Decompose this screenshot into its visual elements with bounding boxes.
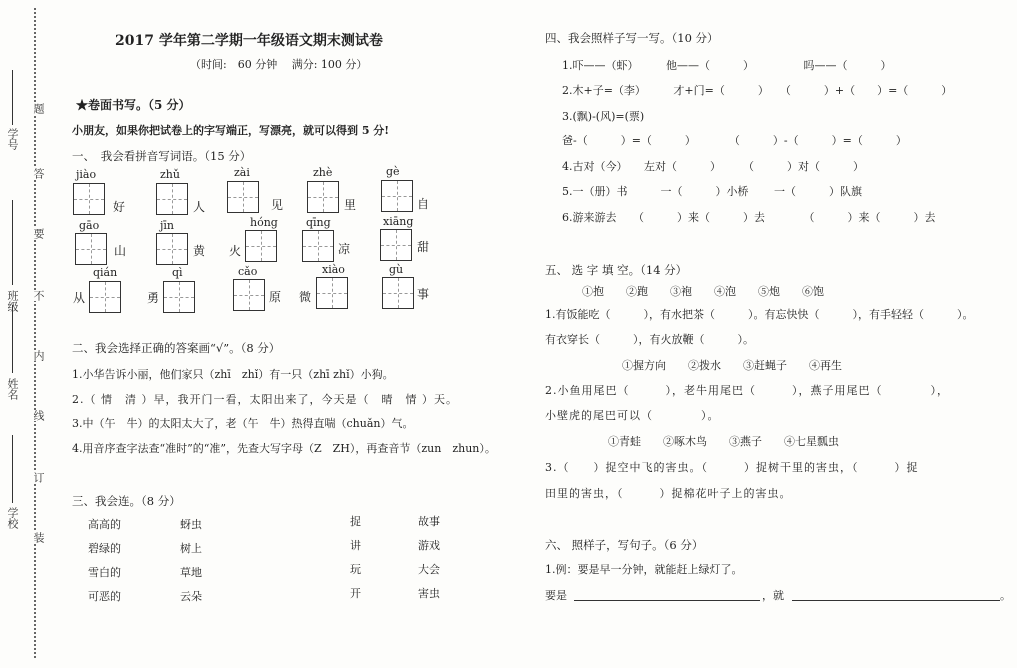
match-left-a[interactable]: 碧绿的 — [88, 542, 121, 555]
section6-example: 1.例：要是早一分钟，就能赶上绿灯了。 — [545, 563, 743, 576]
section4-item-5[interactable]: 5.一（册）书 一（ ）小桥 一（ ）队旗 — [562, 185, 862, 198]
section2-heading: 二、我会选择正确的答案画“√”。（8 分） — [72, 341, 281, 355]
binding-word: 内 — [32, 350, 45, 361]
binding-word: 装 — [32, 532, 45, 543]
binding-word: 答 — [32, 168, 45, 179]
section2-item-4[interactable]: 4.用音序查字法查“准时”的“准”，先查大写字母（Z ZH），再查音节（zun zhun）。 — [72, 442, 496, 455]
match-left-b[interactable]: 草地 — [180, 566, 202, 579]
match-left-a[interactable]: 雪白的 — [88, 566, 121, 579]
tianzige-box[interactable] — [302, 230, 334, 262]
tianzige-box[interactable] — [307, 181, 339, 213]
section4-item-3b[interactable]: 爸-（ ）=（ ） （ ）-（ ）=（ ） — [562, 134, 907, 147]
section3-heading: 三、我会连。（8 分） — [72, 494, 181, 508]
binding-blank-class[interactable] — [12, 200, 13, 285]
binding-word: 要 — [32, 228, 45, 239]
pinyin: gù — [389, 263, 404, 276]
binding-word: 题 — [32, 103, 45, 114]
match-left-b[interactable]: 蚜虫 — [180, 518, 202, 531]
tianzige-box[interactable] — [89, 281, 121, 313]
binding-word: 线 — [32, 410, 45, 421]
given-char: 里 — [344, 198, 357, 212]
given-char: 火 — [229, 244, 242, 258]
given-char: 黄 — [193, 244, 206, 258]
section5-line-5[interactable]: 3.（ ）捉空中飞的害虫。（ ）捉树干里的害虫，（ ）捉 — [545, 461, 919, 474]
section5-line-6[interactable]: 田里的害虫，（ ）捉棉花叶子上的害虫。 — [545, 487, 792, 500]
pinyin: gāo — [79, 219, 100, 232]
exam-subtitle: （时间: 60 分钟 满分: 100 分） — [190, 58, 368, 71]
match-left-b[interactable]: 树上 — [180, 542, 202, 555]
section4-heading: 四、我会照样子写一写。（10 分） — [545, 31, 719, 45]
pinyin: zhè — [313, 166, 333, 179]
handwriting-note: 小朋友，如果你把试卷上的字写端正，写漂亮，就可以得到 5 分! — [72, 124, 390, 137]
pinyin: jīn — [160, 219, 175, 232]
section1-heading: 一、 我会看拼音写词语。（15 分） — [72, 149, 252, 163]
binding-field-class: 班级 — [6, 290, 19, 312]
pinyin: zài — [234, 166, 250, 179]
pinyin: zhǔ — [160, 168, 180, 181]
tianzige-box[interactable] — [245, 230, 277, 262]
section6-heading: 六、 照样子，写句子。（6 分） — [545, 538, 704, 552]
match-right-b[interactable]: 害虫 — [418, 587, 440, 600]
match-right-b[interactable]: 大会 — [418, 563, 440, 576]
tianzige-box[interactable] — [382, 277, 414, 309]
binding-field-student-id: 学号 — [6, 128, 19, 150]
binding-blank-school[interactable] — [12, 435, 13, 503]
section5-options-1: ①抱 ②跑 ③袍 ④泡 ⑤炮 ⑥饱 — [582, 285, 824, 298]
binding-blank-name[interactable] — [12, 305, 13, 373]
tianzige-box[interactable] — [227, 181, 259, 213]
match-right-b[interactable]: 故事 — [418, 515, 440, 528]
section6-fill-mid: ，就 — [762, 589, 784, 602]
answer-line-2[interactable] — [792, 600, 1000, 601]
given-char: 好 — [113, 200, 126, 214]
given-char: 见 — [271, 198, 284, 212]
tianzige-box[interactable] — [381, 180, 413, 212]
pinyin: cǎo — [238, 265, 258, 278]
handwriting-heading: ★卷面书写。（5 分） — [76, 98, 191, 112]
section2-item-1[interactable]: 1.小华告诉小丽，他们家只（zhī zhǐ）有一只（zhī zhǐ）小狗。 — [72, 368, 394, 381]
section6-fill-prefix: 要是 — [545, 589, 567, 602]
given-char: 山 — [114, 244, 127, 258]
section5-options-2: ①握方向 ②拨水 ③赶蝇子 ④再生 — [622, 359, 842, 372]
pinyin: qì — [172, 266, 183, 279]
binding-word: 不 — [32, 290, 45, 301]
tianzige-box[interactable] — [380, 229, 412, 261]
match-right-b[interactable]: 游戏 — [418, 539, 440, 552]
section5-options-3: ①青蛙 ②啄木鸟 ③燕子 ④七星瓢虫 — [608, 435, 839, 448]
section4-item-2[interactable]: 2.木+子=（李） 才+门=（ ） （ ）+（ ）=（ ） — [562, 84, 953, 97]
tianzige-box[interactable] — [316, 277, 348, 309]
given-char: 人 — [193, 200, 206, 214]
pinyin: hóng — [250, 216, 278, 229]
pinyin: xiào — [322, 263, 345, 276]
tianzige-box[interactable] — [156, 183, 188, 215]
given-char: 自 — [417, 197, 430, 211]
answer-line-1[interactable] — [574, 600, 760, 601]
binding-blank-student-id[interactable] — [12, 70, 13, 125]
section5-heading: 五、 选 字 填 空。（14 分） — [545, 263, 688, 277]
section2-item-2[interactable]: 2.（ 情 清 ）早，我开门一看，太阳出来了，今天是（ 晴 情 ）天。 — [72, 393, 458, 406]
section5-line-2[interactable]: 有衣穿长（ ），有火放鞭（ ）。 — [545, 333, 754, 346]
tianzige-box[interactable] — [156, 233, 188, 265]
section5-line-1[interactable]: 1.有饭能吃（ ），有水把茶（ ）。有忘快快（ ），有手轻轻（ ）。 — [545, 308, 974, 321]
given-char: 事 — [417, 287, 430, 301]
match-left-a[interactable]: 可恶的 — [88, 590, 121, 603]
pinyin: qīng — [306, 216, 331, 229]
given-char: 微 — [299, 290, 312, 304]
match-right-a[interactable]: 开 — [350, 587, 361, 600]
match-right-a[interactable]: 玩 — [350, 563, 361, 576]
section4-item-6[interactable]: 6.游来游去 （ ）来（ ）去 （ ）来（ ）去 — [562, 211, 936, 224]
tianzige-box[interactable] — [73, 183, 105, 215]
section4-item-3: 3.(飘)-(风)=(票) — [562, 110, 645, 123]
given-char: 凉 — [338, 242, 351, 256]
binding-field-name: 姓名 — [6, 378, 19, 400]
given-char: 勇 — [147, 291, 160, 305]
section2-item-3[interactable]: 3.中（午 牛）的太阳太大了，老（午 牛）热得直喘（chuǎn）气。 — [72, 417, 414, 430]
pinyin: jiào — [76, 168, 97, 181]
given-char: 甜 — [417, 240, 430, 254]
binding-field-school: 学校 — [6, 507, 19, 529]
match-right-a[interactable]: 捉 — [350, 515, 361, 528]
match-right-a[interactable]: 讲 — [350, 539, 361, 552]
section5-line-4[interactable]: 小壁虎的尾巴可以（ ）。 — [545, 409, 720, 422]
tianzige-box[interactable] — [233, 279, 265, 311]
section4-item-1[interactable]: 1.吓——（虾） 他——（ ） 吗——（ ） — [562, 59, 892, 72]
tianzige-box[interactable] — [75, 233, 107, 265]
pinyin: gè — [386, 165, 400, 178]
pinyin: xiāng — [383, 215, 414, 228]
given-char: 原 — [269, 290, 282, 304]
pinyin: qián — [93, 266, 118, 279]
exam-title: 2017 学年第二学期一年级语文期末测试卷 — [115, 33, 383, 49]
tianzige-box[interactable] — [163, 281, 195, 313]
section6-fill-end: 。 — [1000, 589, 1011, 602]
section5-line-3[interactable]: 2.小鱼用尾巴（ ），老牛用尾巴（ ），燕子用尾巴（ ）， — [545, 384, 949, 397]
section4-item-4[interactable]: 4.古对（今） 左对（ ） （ ）对（ ） — [562, 160, 864, 173]
given-char: 从 — [73, 291, 86, 305]
match-left-b[interactable]: 云朵 — [180, 590, 202, 603]
match-left-a[interactable]: 高高的 — [88, 518, 121, 531]
binding-word: 订 — [32, 472, 45, 483]
